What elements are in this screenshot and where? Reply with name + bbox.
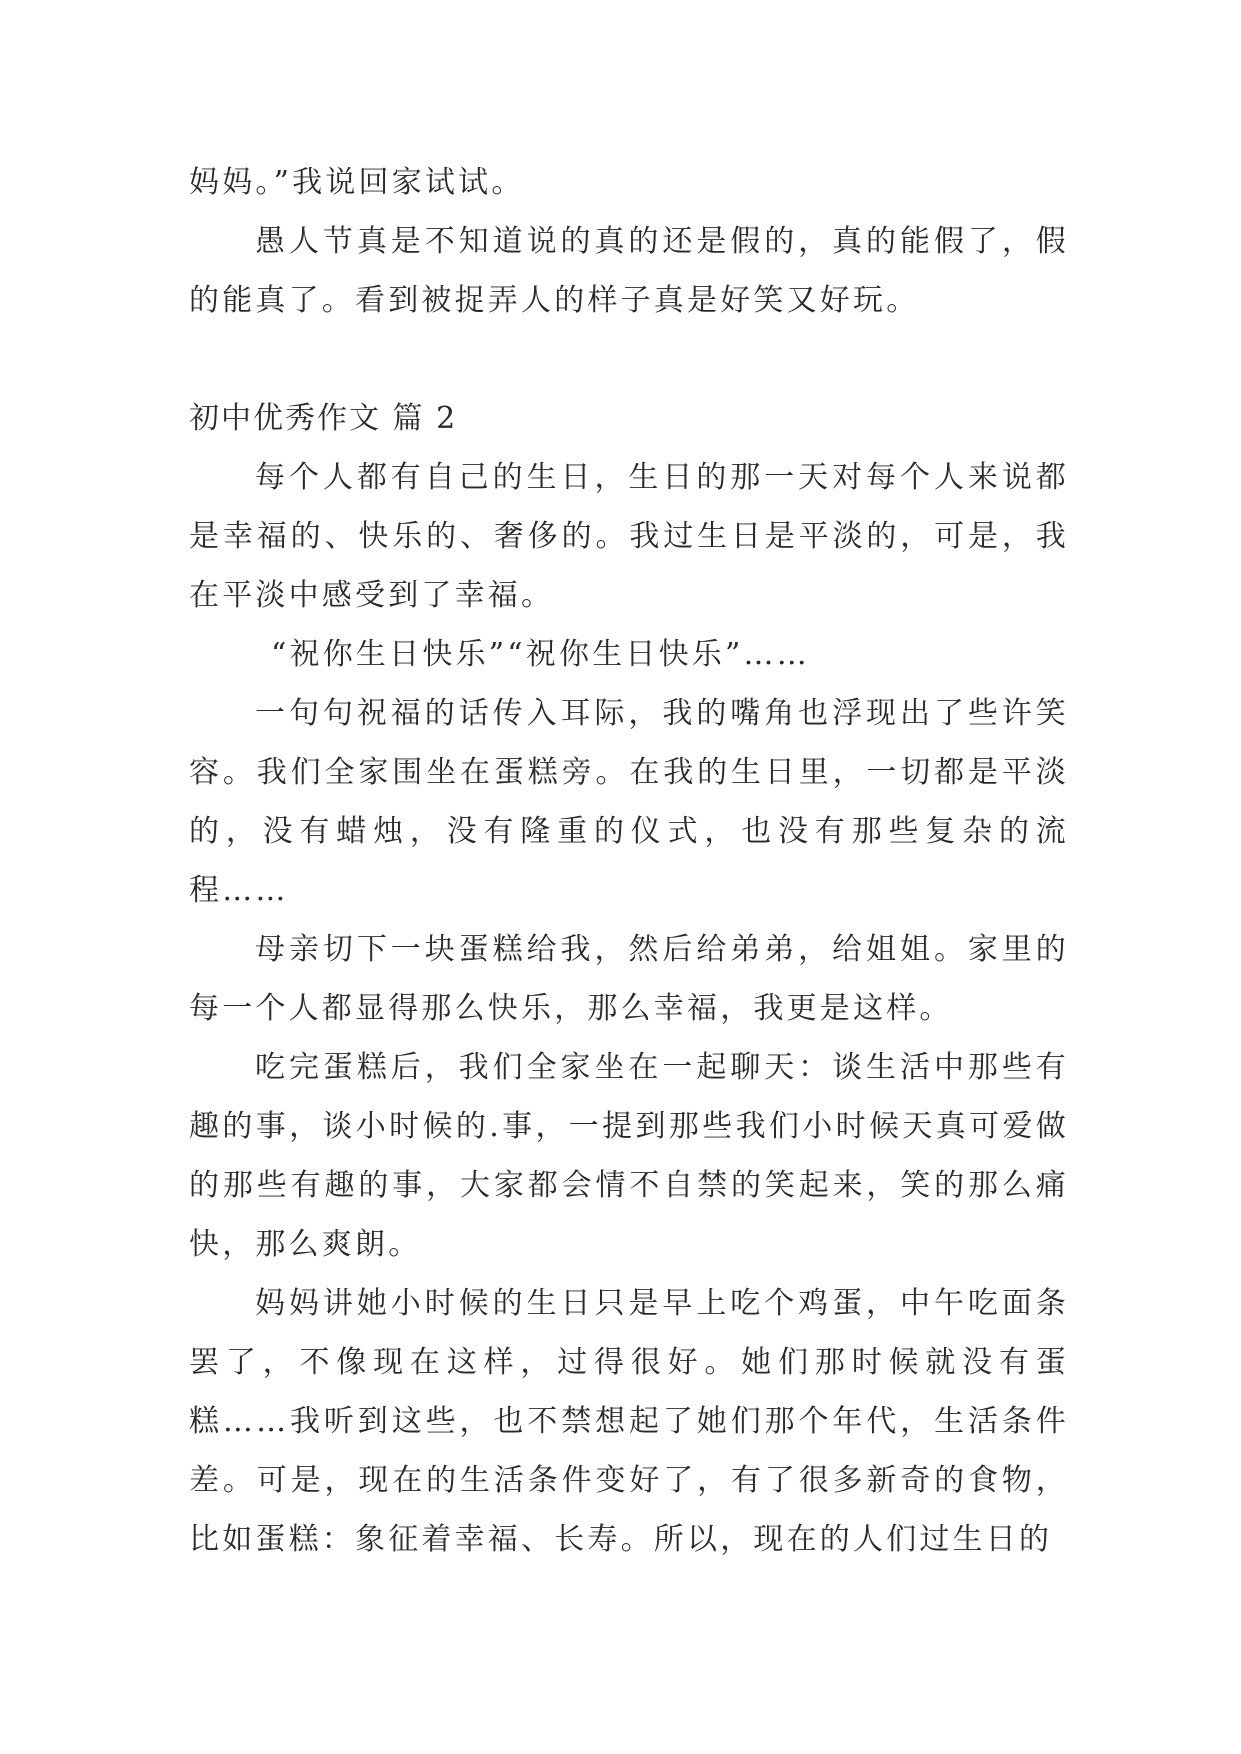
paragraph-family-chat: 吃完蛋糕后，我们全家坐在一起聊天：谈生活中那些有趣的事，谈小时候的.事，一提到那些我们小时候天真可爱做的那些有趣的事，大家都会情不自禁的笑起来，笑的那么痛快，那么爽朗。 [189, 1050, 1069, 1262]
paragraph-cake-sharing: 母亲切下一块蛋糕给我，然后给弟弟，给姐姐。家里的每一个人都显得那么快乐，那么幸福，我更是这样。 [189, 932, 1069, 1026]
document-body [189, 153, 1069, 1569]
paragraph-birthday-intro: 每个人都有自己的生日，生日的那一天对每个人来说都是幸福的、快乐的、奢侈的。我过生日是平淡的，可是，我在平淡中感受到了幸福。 [189, 460, 1069, 613]
section-heading: 初中优秀作文 篇 2 [189, 401, 458, 436]
paragraph-blessings: 一句句祝福的话传入耳际，我的嘴角也浮现出了些许笑容。我们全家围坐在蛋糕旁。在我的生日里，一切都是平淡的，没有蜡烛，没有隆重的仪式，也没有那些复杂的流程…… [189, 696, 1069, 908]
foolsday-paragraph: 愚人节真是不知道说的真的还是假的，真的能假了，假的能真了。看到被捉弄人的样子真是好笑又好玩。 [189, 224, 1069, 318]
continuation-paragraph: 妈妈。”我说回家试试。 [189, 165, 525, 200]
paragraph-birthday-song: “祝你生日快乐”“祝你生日快乐”…… [271, 637, 810, 672]
paragraph-mother-story: 妈妈讲她小时候的生日只是早上吃个鸡蛋，中午吃面条罢了，不像现在这样，过得很好。她们那时候就没有蛋糕……我听到这些，也不禁想起了她们那个年代，生活条件差。可是，现在的生活条件变好了，有了很多新奇的食物，比如蛋糕：象征着幸福、长寿。所以，现在的人们过生日的 [189, 1286, 1069, 1557]
section-spacer [189, 330, 1069, 389]
